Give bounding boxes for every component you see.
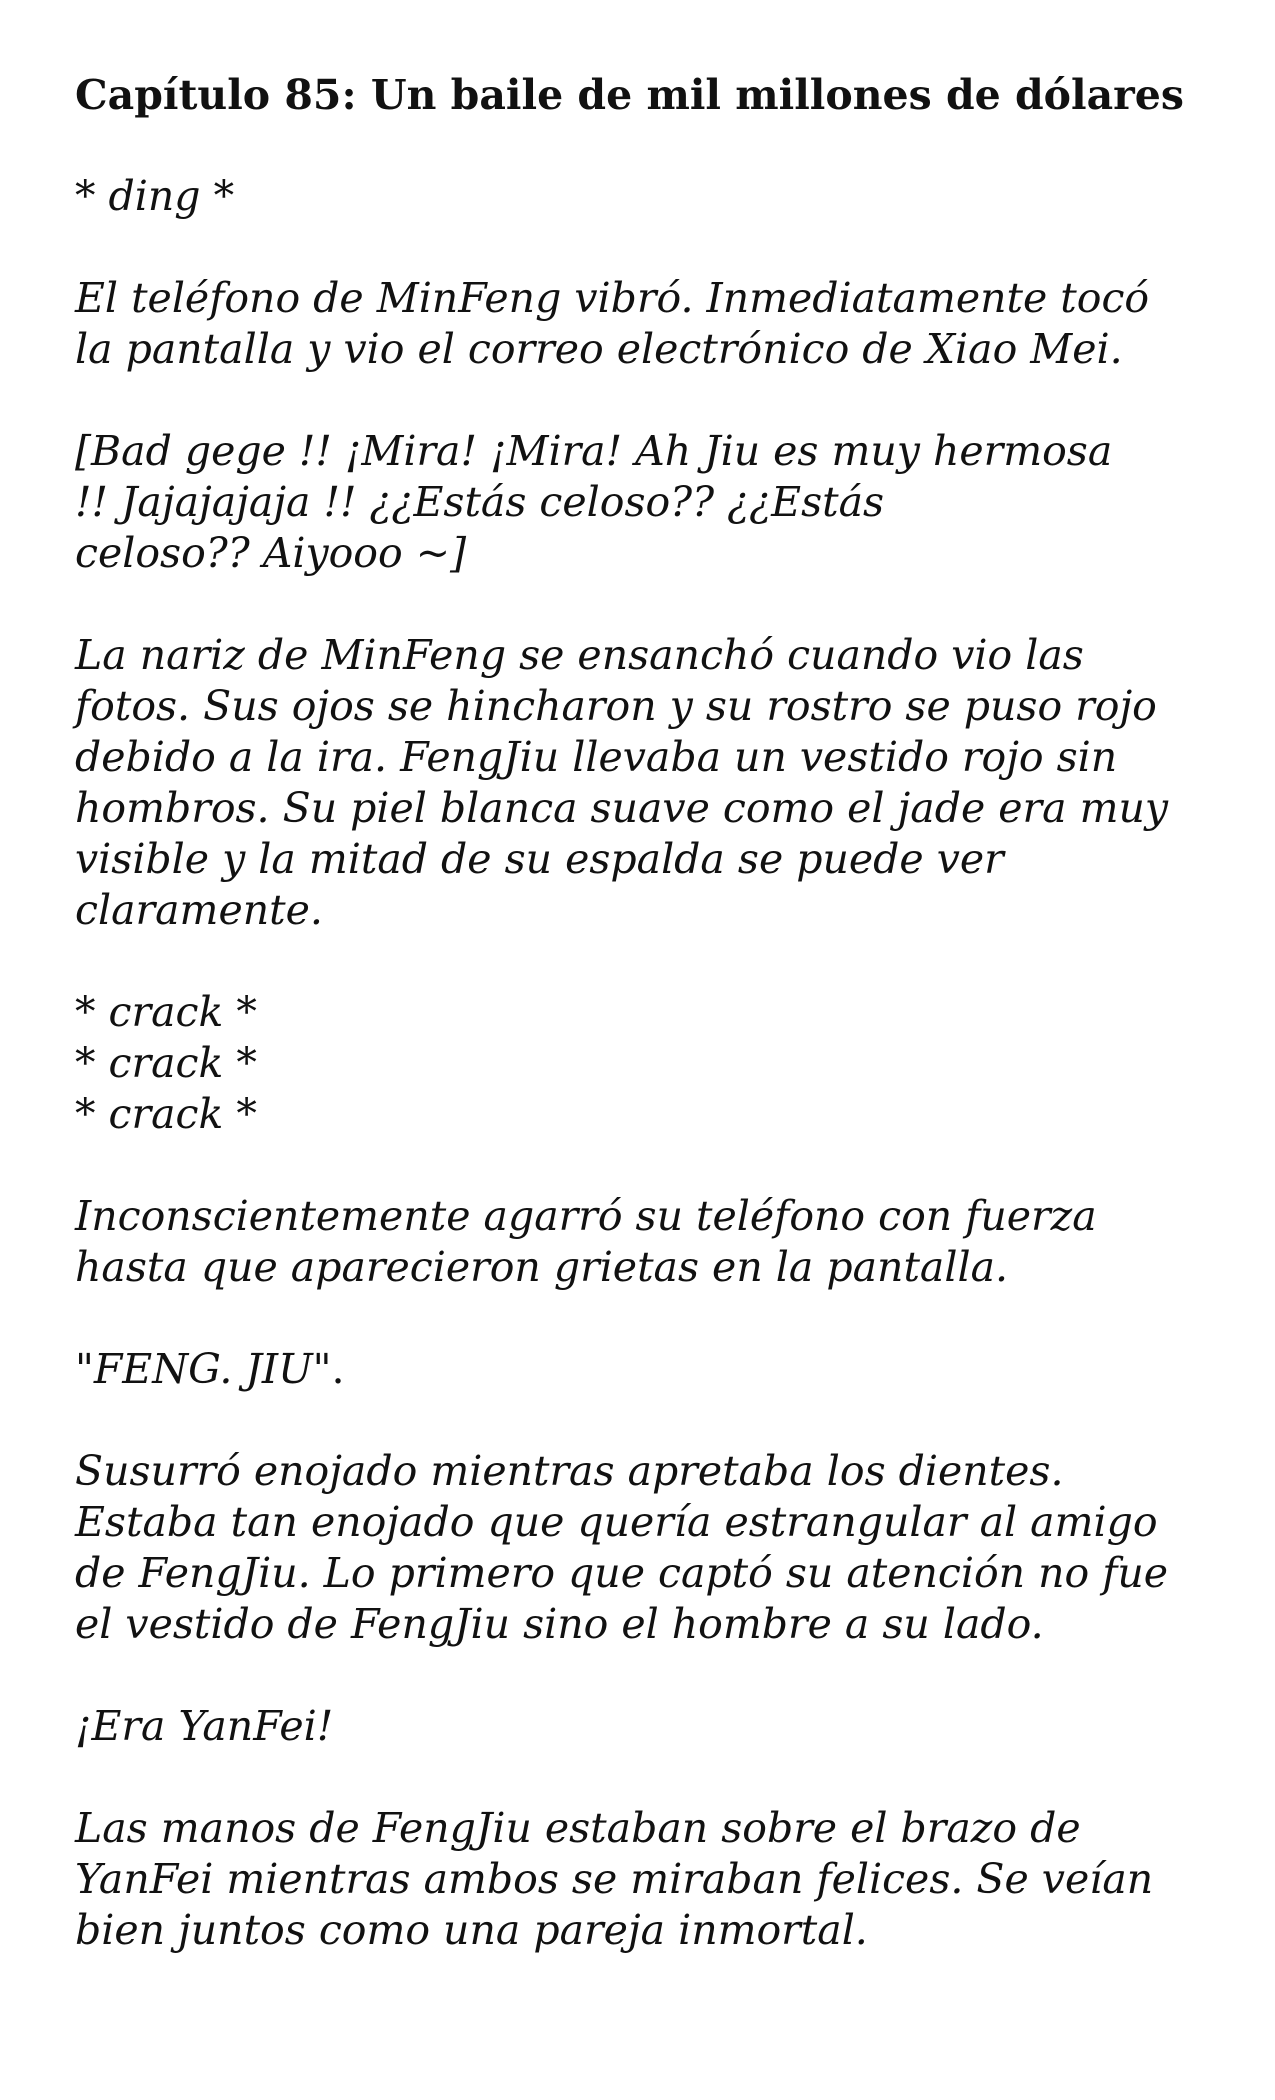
chapter-title: Capítulo 85: Un baile de mil millones de dólares	[75, 71, 1184, 119]
spacer	[75, 222, 1235, 273]
spacer	[75, 1140, 1235, 1191]
paragraph-whisper: Susurró enojado mientras apretaba los dientes. Estaba tan enojado que quería estrangular al amigo de FengJiu. Lo primero que captó su atención no fue el vestido de FengJiu sino el hombre a su lado.	[75, 1447, 1169, 1648]
chapter-page	[75, 70, 1235, 1956]
dialogue-feng-jiu	[75, 1344, 1235, 1395]
sound-effect-ding: * ding *	[75, 172, 235, 220]
quote-open: "	[75, 1345, 94, 1393]
spacer	[75, 936, 1235, 987]
spacer	[75, 1650, 1235, 1701]
paragraph-phone-cracks: Inconscientemente agarró su teléfono con fuerza hasta que aparecieron grietas en la pantalla.	[75, 1192, 1097, 1291]
paragraph-photos: La nariz de MinFeng se ensanchó cuando vio las fotos. Sus ojos se hincharon y su rostro se puso rojo debido a la ira. FengJiu llevaba un vestido rojo sin hombros. Su piel blanca suave como el jade era muy visible y la mitad de su espalda se puede ver claramente.	[75, 631, 1169, 934]
quote-text: FENG. JIU	[93, 1345, 313, 1393]
spacer	[75, 1395, 1235, 1446]
spacer	[75, 579, 1235, 630]
sound-effect-crack: * crack * * crack * * crack *	[75, 988, 257, 1138]
spacer	[75, 120, 1235, 171]
paragraph-phone-vibrates: El teléfono de MinFeng vibró. Inmediatamente tocó la pantalla y vio el correo electrónico de Xiao Mei.	[75, 274, 1150, 373]
email-message: [Bad gege !! ¡Mira! ¡Mira! Ah Jiu es muy hermosa !! Jajajajaja !! ¿¿Estás celoso?? ¿¿Estás celoso?? Aiyooo ~]	[75, 427, 1113, 577]
spacer	[75, 375, 1235, 426]
spacer	[75, 1752, 1235, 1803]
spacer	[75, 1293, 1235, 1344]
quote-close: ".	[312, 1345, 345, 1393]
paragraph-yanfei: ¡Era YanFei!	[75, 1702, 334, 1750]
paragraph-couple: Las manos de FengJiu estaban sobre el brazo de YanFei mientras ambos se miraban felices. Se veían bien juntos como una pareja inmortal.	[75, 1804, 1154, 1954]
